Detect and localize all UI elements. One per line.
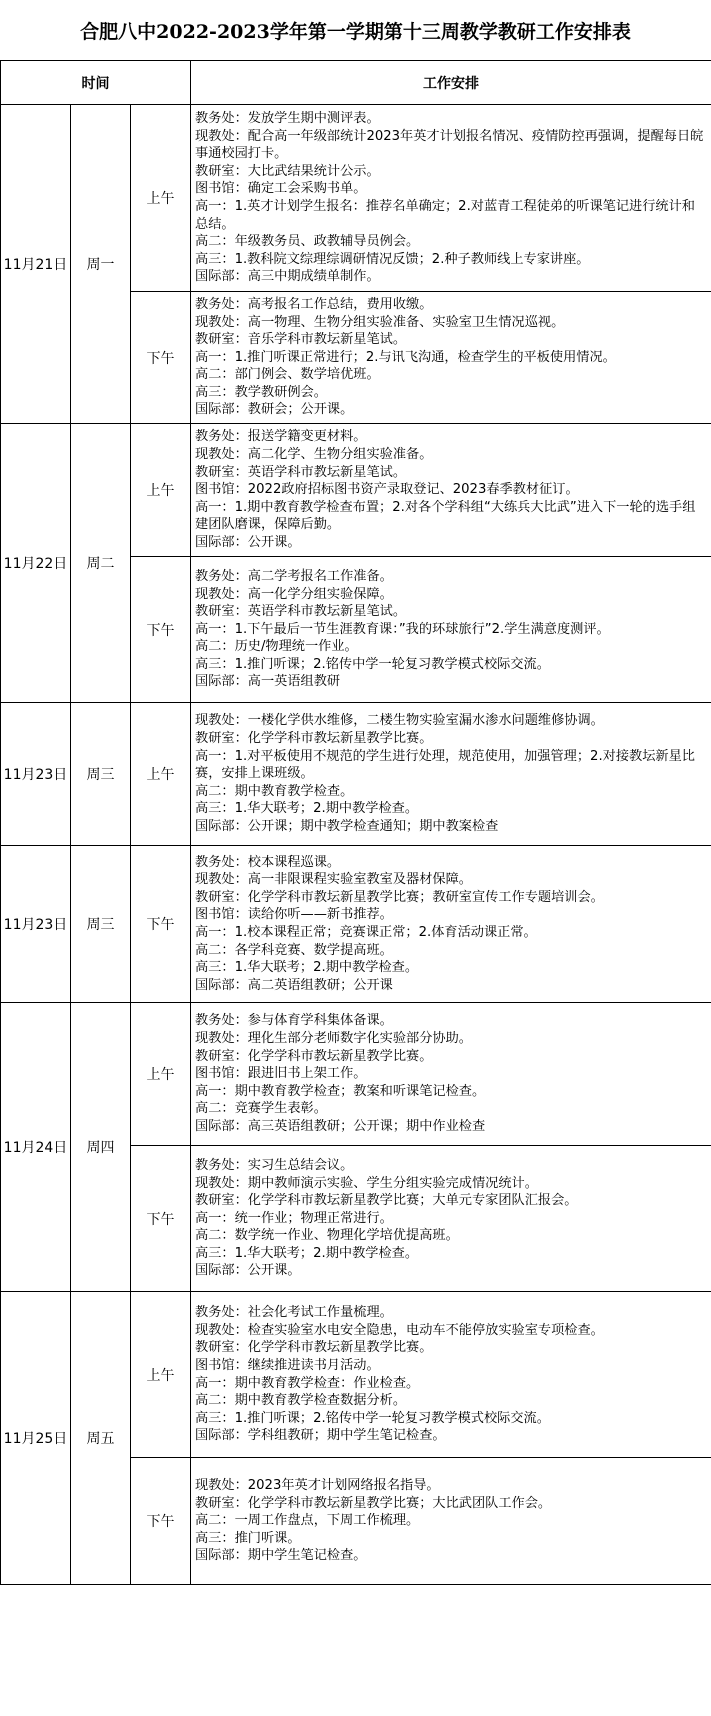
- period-cell: 下午: [131, 557, 191, 703]
- date-cell: 11月24日: [1, 1003, 71, 1292]
- task-line: 国际部：公开课。: [195, 1263, 301, 1279]
- task-line: 现教处：2023年英才计划网络报名指导。: [195, 1478, 440, 1494]
- tasks-cell: [191, 292, 711, 424]
- task-line: 图书馆：读给你听——新书推荐。: [195, 907, 393, 923]
- task-line: 教研室：化学学科市教坛新星教学比赛；大单元专家团队汇报会。: [195, 1193, 578, 1209]
- schedule-row: [1, 105, 711, 292]
- schedule-row: [1, 846, 711, 1003]
- task-line: 高一：1.推门听课正常进行；2.与讯飞沟通，检查学生的平板使用情况。: [195, 349, 616, 365]
- task-line: 高三：1.教科院文综理综调研情况反馈；2.种子教师线上专家讲座。: [195, 251, 590, 267]
- weekday-cell: 周二: [71, 424, 131, 703]
- schedule-row: [1, 1003, 711, 1146]
- task-line: 教研室：化学学科市教坛新星教学比赛。: [195, 731, 433, 747]
- task-line: 高二：数学统一作业、物理化学培优提高班。: [195, 1228, 459, 1244]
- schedule-table: [0, 60, 711, 1585]
- task-line: 教务处：高二学考报名工作准备。: [195, 568, 393, 584]
- period-cell: 上午: [131, 105, 191, 292]
- work-header: 工作安排: [191, 61, 711, 105]
- task-line: 国际部：高三英语组教研；公开课；期中作业检查: [195, 1118, 486, 1134]
- date-cell: 11月22日: [1, 424, 71, 703]
- period-cell: 上午: [131, 1003, 191, 1146]
- task-line: 国际部：公开课；期中教学检查通知；期中教案检查: [195, 818, 499, 834]
- tasks-cell: [191, 1458, 711, 1585]
- task-line: 现教处：高一非限课程实验室教室及器材保障。: [195, 872, 472, 888]
- task-line: 高二：年级教务员、政教辅导员例会。: [195, 234, 420, 250]
- task-line: 教务处：报送学籍变更材料。: [195, 429, 367, 445]
- task-line: 高二：竞赛学生表彰。: [195, 1101, 327, 1117]
- task-line: 现教处：期中教师演示实验、学生分组实验完成情况统计。: [195, 1175, 538, 1191]
- task-line: 高三：1.推门听课；2.铭传中学一轮复习教学模式校际交流。: [195, 1410, 550, 1426]
- task-line: 图书馆：跟进旧书上架工作。: [195, 1066, 367, 1082]
- date-cell: 11月23日: [1, 846, 71, 1003]
- period-cell: 上午: [131, 424, 191, 557]
- task-line: 现教处：检查实验室水电安全隐患，电动车不能停放实验室专项检查。: [195, 1322, 604, 1338]
- schedule-row: [1, 424, 711, 557]
- task-line: 教务处：校本课程巡课。: [195, 854, 341, 870]
- tasks-cell: [191, 846, 711, 1003]
- period-cell: 上午: [131, 703, 191, 846]
- tasks-cell: [191, 1292, 711, 1458]
- weekday-cell: 周四: [71, 1003, 131, 1292]
- task-line: 图书馆：继续推进读书月活动。: [195, 1357, 380, 1373]
- task-line: 高二：期中教育教学检查。: [195, 783, 354, 799]
- task-line: 教研室：音乐学科市教坛新星笔试。: [195, 332, 407, 348]
- task-line: 教研室：英语学科市教坛新星笔试。: [195, 604, 407, 620]
- task-line: 教务处：实习生总结会议。: [195, 1157, 354, 1173]
- task-line: 高三：1.推门听课；2.铭传中学一轮复习教学模式校际交流。: [195, 656, 550, 672]
- task-line: 教研室：大比武结果统计公示。: [195, 163, 380, 179]
- tasks-cell: [191, 703, 711, 846]
- task-line: 高一：1.对平板使用不规范的学生进行处理，规范使用，加强管理；2.对接教坛新星比赛，安排上课班级。: [195, 748, 695, 782]
- task-line: 国际部：公开课。: [195, 534, 301, 550]
- task-line: 高二：部门例会、数学培优班。: [195, 367, 380, 383]
- task-line: 国际部：高二英语组教研；公开课: [195, 977, 393, 993]
- period-cell: 上午: [131, 1292, 191, 1458]
- tasks-cell: [191, 1146, 711, 1292]
- weekday-cell: 周三: [71, 703, 131, 846]
- weekday-cell: 周一: [71, 105, 131, 424]
- task-line: 教研室：化学学科市教坛新星教学比赛。: [195, 1048, 433, 1064]
- task-line: 图书馆：确定工会采购书单。: [195, 181, 367, 197]
- task-line: 高三：1.华大联考；2.期中教学检查。: [195, 801, 419, 817]
- task-line: 高二：历史/物理统一作业。: [195, 639, 358, 655]
- task-line: 现教处：高二化学、生物分组实验准备。: [195, 447, 433, 463]
- date-cell: 11月23日: [1, 703, 71, 846]
- task-line: 国际部：期中学生笔记检查。: [195, 1548, 367, 1564]
- task-line: 国际部：高一英语组教研: [195, 674, 341, 690]
- task-line: 高二：各学科竞赛、数学提高班。: [195, 942, 393, 958]
- task-line: 现教处：高一化学分组实验保障。: [195, 586, 393, 602]
- tasks-cell: [191, 105, 711, 292]
- task-line: 教务处：社会化考试工作量梳理。: [195, 1305, 393, 1321]
- task-line: 教研室：化学学科市教坛新星教学比赛。: [195, 1340, 433, 1356]
- task-line: 高一：1.下午最后一节生涯教育课：”我的环球旅行”2.学生满意度测评。: [195, 621, 610, 637]
- tasks-cell: [191, 1003, 711, 1146]
- task-line: 教研室：英语学科市教坛新星笔试。: [195, 464, 407, 480]
- page-title: 合肥八中2022-2023学年第一学期第十三周教学教研工作安排表: [80, 20, 631, 43]
- task-line: 高一：统一作业；物理正常进行。: [195, 1210, 393, 1226]
- date-cell: 11月25日: [1, 1292, 71, 1585]
- task-line: 高二：期中教育教学检查数据分析。: [195, 1393, 407, 1409]
- task-line: 现教处：高一物理、生物分组实验准备、实验室卫生情况巡视。: [195, 314, 565, 330]
- task-line: 高一：1.期中教育教学检查布置；2.对各个学科组“大练兵大比武”进入下一轮的选手组建团队磨课，保障后勤。: [195, 499, 696, 533]
- tasks-cell: [191, 557, 711, 703]
- task-line: 现教处：一楼化学供水维修，二楼生物实验室漏水渗水问题维修协调。: [195, 713, 604, 729]
- tasks-cell: [191, 424, 711, 557]
- schedule-row: [1, 703, 711, 846]
- task-line: 高一：期中教育教学检查；教案和听课笔记检查。: [195, 1083, 486, 1099]
- task-line: 教务处：发放学生期中测评表。: [195, 111, 380, 127]
- period-cell: 下午: [131, 1146, 191, 1292]
- task-line: 高三：1.华大联考；2.期中教学检查。: [195, 960, 419, 976]
- task-line: 高一：1.校本课程正常；竞赛课正常；2.体育活动课正常。: [195, 925, 537, 940]
- task-line: 高三：1.华大联考；2.期中教学检查。: [195, 1245, 419, 1261]
- task-line: 高一：1.英才计划学生报名：推荐名单确定；2.对蓝青工程徒弟的听课笔记进行统计和总结。: [195, 199, 695, 232]
- task-line: 图书馆：2022政府招标图书资产录取登记、2023春季教材征订。: [195, 482, 579, 498]
- task-line: 教务处：参与体育学科集体备课。: [195, 1013, 393, 1029]
- weekday-cell: 周三: [71, 846, 131, 1003]
- task-line: 教研室：化学学科市教坛新星教学比赛；教研室宣传工作专题培训会。: [195, 889, 604, 905]
- task-line: 现教处：配合高一年级部统计2023年英才计划报名情况、疫情防控再强调，提醒每日皖事通校园打卡。: [195, 128, 704, 162]
- period-cell: 下午: [131, 292, 191, 424]
- period-cell: 下午: [131, 1458, 191, 1585]
- task-line: 高一：期中教育教学检查：作业检查。: [195, 1375, 420, 1391]
- weekday-cell: 周五: [71, 1292, 131, 1585]
- task-line: 高二：一周工作盘点，下周工作梳理。: [195, 1513, 420, 1529]
- task-line: 国际部：学科组教研；期中学生笔记检查。: [195, 1428, 446, 1444]
- date-cell: 11月21日: [1, 105, 71, 424]
- schedule-row: [1, 1292, 711, 1458]
- time-header: 时间: [1, 61, 191, 105]
- task-line: 现教处：理化生部分老师数字化实验部分协助。: [195, 1031, 472, 1047]
- task-line: 教务处：高考报名工作总结，费用收缴。: [195, 296, 433, 312]
- task-line: 国际部：高三中期成绩单制作。: [195, 269, 380, 285]
- task-line: 高三：教学教研例会。: [195, 384, 327, 400]
- task-line: 高三：推门听课。: [195, 1530, 301, 1546]
- task-line: 国际部：教研会；公开课。: [195, 402, 354, 418]
- period-cell: 下午: [131, 846, 191, 1003]
- task-line: 教研室：化学学科市教坛新星教学比赛；大比武团队工作会。: [195, 1495, 552, 1511]
- header-row: [1, 61, 711, 105]
